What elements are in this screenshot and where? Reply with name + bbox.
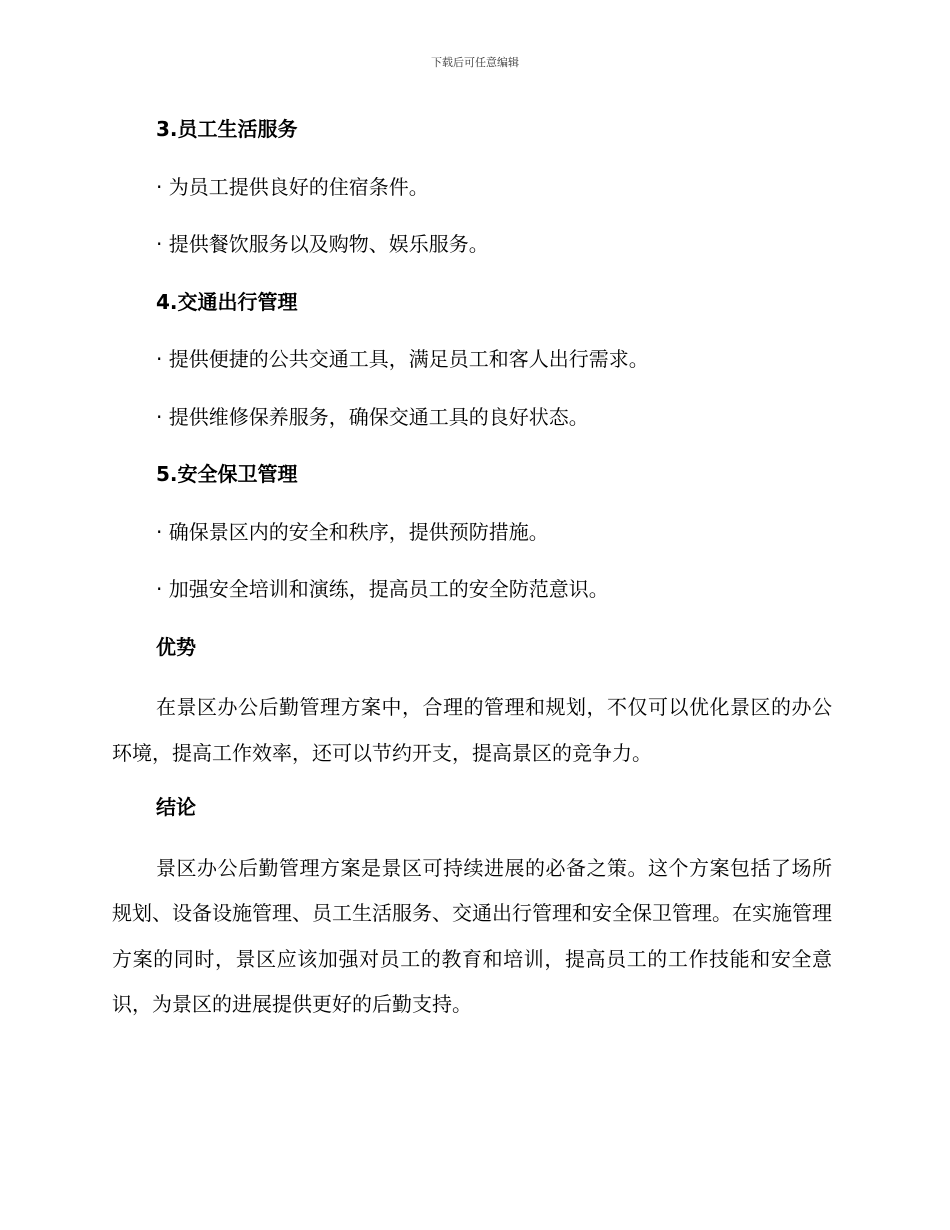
advantages-paragraph: 在景区办公后勤管理方案中，合理的管理和规划，不仅可以优化景区的办公环境，提高工作效率，还可以节约开支，提高景区的竞争力。 [112,695,832,765]
bullet-item: · 为员工提供良好的住宿条件。 [156,174,429,199]
section-heading-staff-services: 3.员工生活服务 [156,117,298,141]
section-heading-conclusion: 结论 [156,795,196,819]
page-header-note: 下载后可任意编辑 [431,56,519,69]
section-heading-transport: 4.交通出行管理 [156,289,298,314]
document-body [112,110,832,1040]
section-heading-security: 5.安全保卫管理 [156,462,298,486]
conclusion-paragraph: 景区办公后勤管理方案是景区可持续进展的必备之策。这个方案包括了场所规划、设备设施管理、员工生活服务、交通出行管理和安全保卫管理。在实施管理方案的同时，景区应该加强对员工的教育和培训，提高员工的工作技能和安全意识，为景区的进展提供更好的后勤支持。 [112,855,832,1016]
bullet-item: · 提供维修保养服务，确保交通工具的良好状态。 [156,404,589,429]
bullet-item: · 加强安全培训和演练，提高员工的安全防范意识。 [156,577,609,601]
bullet-item: · 提供餐饮服务以及购物、娱乐服务。 [156,232,489,256]
bullet-item: · 确保景区内的安全和秩序，提供预防措施。 [156,519,549,544]
bullet-item: · 提供便捷的公共交通工具，满足员工和客人出行需求。 [156,347,649,371]
section-heading-advantages: 优势 [156,634,196,659]
